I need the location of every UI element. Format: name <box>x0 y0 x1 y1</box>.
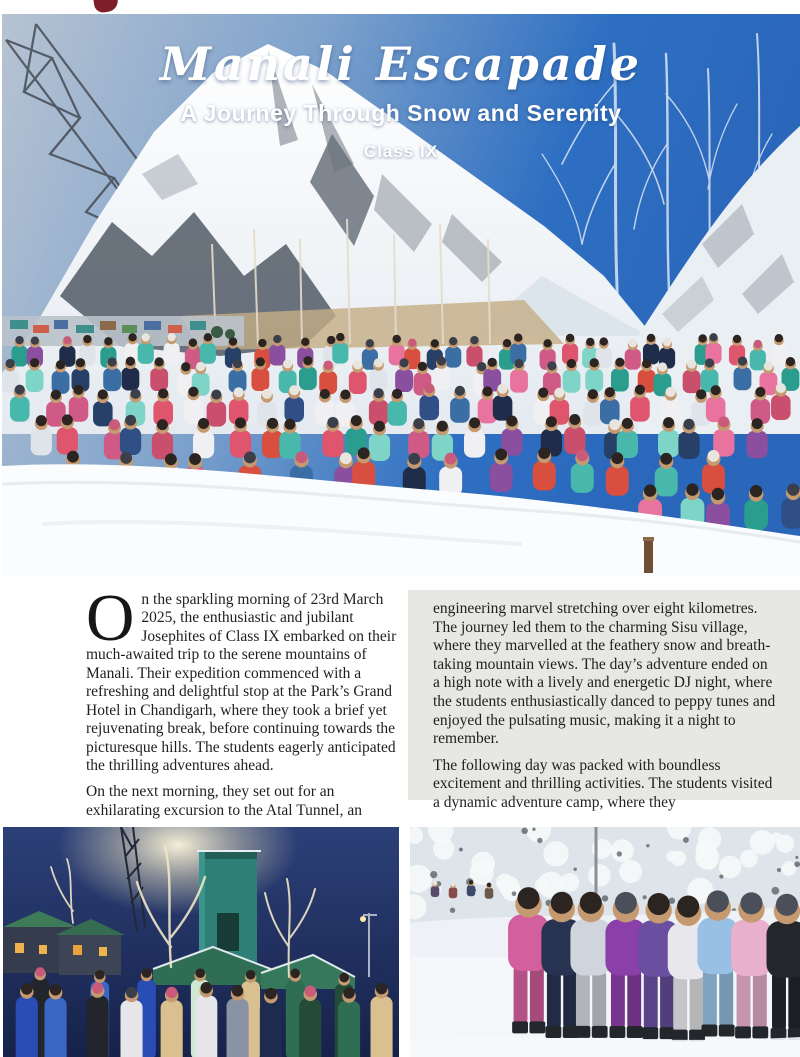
class-label: Class IX <box>363 142 439 162</box>
paragraph-2: On the next morning, they set out for an exhilarating excursion to the Atal Tunnel, an <box>86 783 362 819</box>
page-subtitle: A Journey Through Snow and Serenity <box>180 99 622 126</box>
snow-drift <box>410 1037 800 1057</box>
hero-photo-scene <box>2 14 800 577</box>
page-header-mark <box>93 0 119 14</box>
page-title: Manali Escapade <box>159 37 643 91</box>
student-group-day <box>508 887 800 1042</box>
snow-group-scene <box>410 827 800 1057</box>
paragraph-3: engineering marvel stretching over eight kilometres. The journey led them to the charming Sisu village, where they marvelled at the feathery snow and breath-taking mountain views. The day’s adventure ended on a high note with a lively and energetic DJ night, where the students enthusiastically danced to peppy tunes and enjoyed the pulsating music, making it a night to remember. <box>433 600 776 748</box>
paragraph-4: The following day was packed with boundless excitement and thrilling activities. The students visited a dynamic adventure camp, where they <box>433 756 773 811</box>
drop-cap: O <box>86 581 135 655</box>
article-column-right <box>408 590 800 811</box>
wooden-post <box>643 537 654 573</box>
hero-photo <box>2 14 800 577</box>
village-night-scene <box>3 827 399 1057</box>
article-column-left <box>86 581 399 828</box>
paragraph-1 <box>86 581 399 775</box>
village-night-photo <box>3 827 399 1057</box>
paragraph-1-text: n the sparkling morning of 23rd March 2025, the enthusiastic and jubilant Josephites of Class IX embarked on their much-awaited trip to the serene mountains of Manali. Their expedition commenced with a refreshing and delightful stop at the Park’s Grand Hotel in Chandigarh, where they took a brief yet rejuvenating break, before continuing towards the picturesque hills. The students eagerly anticipated the thrilling adventures ahead. <box>86 591 397 774</box>
snow-group-photo <box>410 827 800 1057</box>
